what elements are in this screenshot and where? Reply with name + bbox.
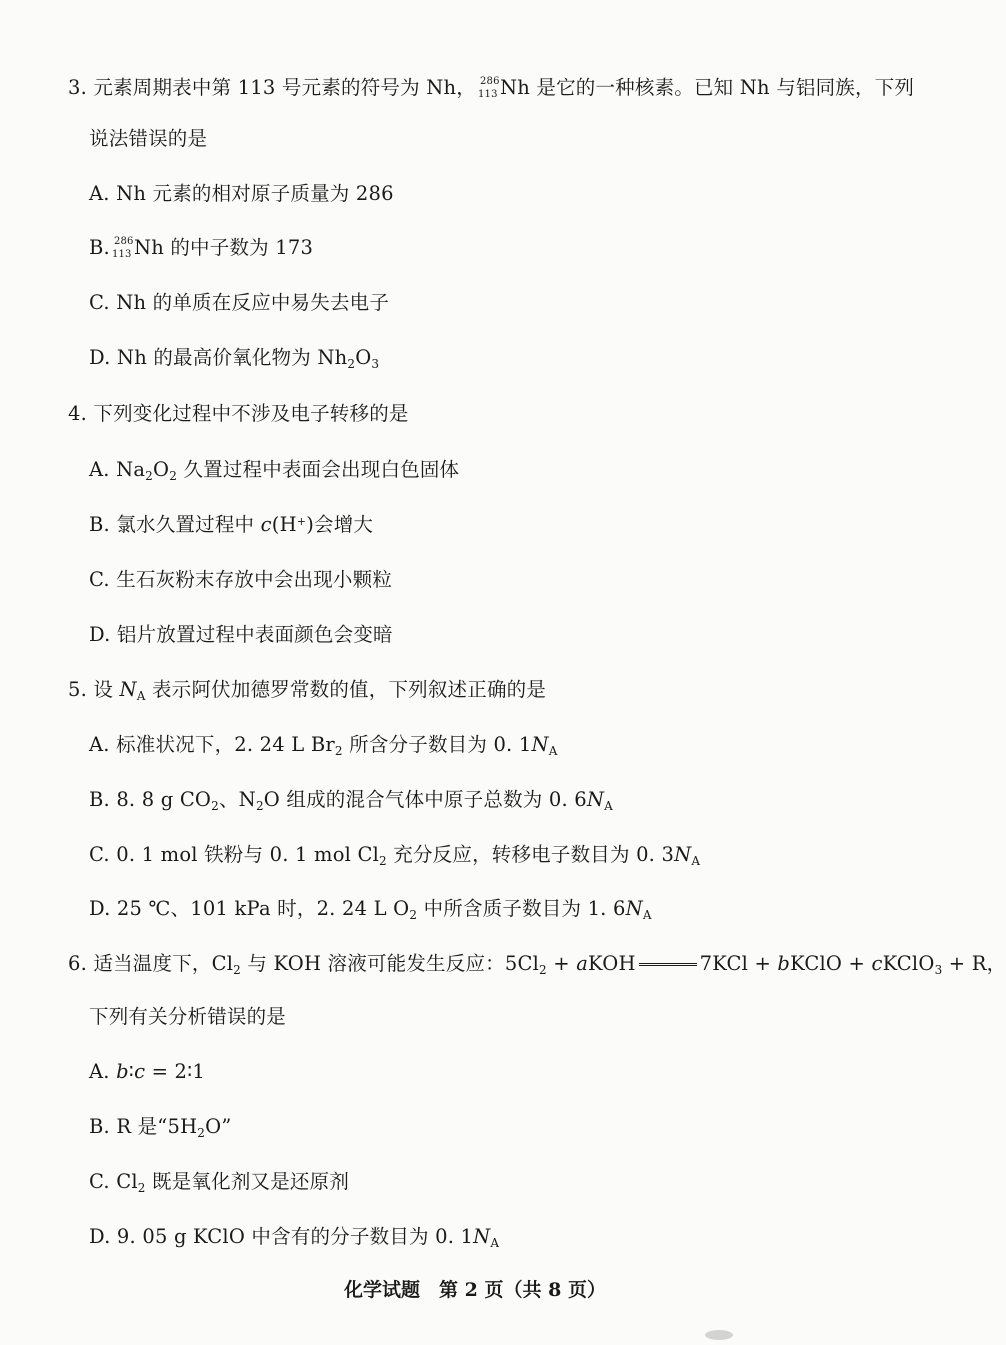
q4-option-b-text: B. 氯水久置过程中 [89, 513, 261, 536]
q3-stem [68, 76, 914, 101]
subscript: 3 [371, 357, 380, 371]
avogadro-symbol: N [531, 733, 549, 756]
koh-formula: KOH [588, 952, 636, 975]
q4-option-b [89, 513, 373, 537]
q3-option-c: C. Nh 的单质在反应中易失去电子 [89, 291, 390, 314]
q5-option-a-rest: 所含分子数目为 0. 1 [342, 733, 532, 756]
q5-option-d [89, 897, 652, 921]
q4-option-a-o: O [153, 458, 170, 481]
q6-option-a-prefix: A. [89, 1060, 117, 1083]
coefficient-c: c [871, 952, 883, 975]
q3-nuclide-mass: 286 [479, 75, 500, 87]
avogadro-symbol: N [625, 897, 643, 920]
q5-option-c-text: C. 0. 1 mol 铁粉与 0. 1 mol Cl [89, 843, 380, 866]
q5-option-c-rest: 充分反应，转移电子数目为 0. 3 [386, 843, 675, 866]
q6-stem [68, 952, 1006, 976]
q6-option-d [89, 1225, 499, 1249]
subscript: 2 [197, 1126, 206, 1140]
subscript: 2 [169, 469, 178, 483]
q6-option-b-rest: O” [205, 1115, 232, 1138]
q6-option-d-text: D. 9. 05 g KClO 中含有的分子数目为 0. 1 [89, 1225, 474, 1248]
q4-option-b-h: (H [271, 513, 297, 536]
q5-option-d-rest: 中所含质子数目为 1. 6 [417, 897, 626, 920]
q3-stem-line2: 说法错误的是 [89, 127, 208, 150]
q5-option-a [89, 733, 558, 757]
plus-sign: + [546, 952, 577, 975]
avogadro-symbol: N [586, 788, 605, 811]
q5-option-a-text: A. 标准状况下，2. 24 L Br [89, 733, 335, 756]
subscript: 2 [211, 799, 219, 813]
q5-option-b-text: B. 8. 8 g CO [89, 788, 212, 811]
q6-option-a-value: = 2∶1 [145, 1060, 206, 1083]
superscript: + [296, 515, 307, 528]
subscript: 2 [409, 908, 418, 922]
kcl-term: 7KCl + [699, 952, 778, 975]
q3-option-b-nuclide [110, 237, 134, 261]
q5-stem-text-2: 表示阿伏加德罗常数的值，下列叙述正确的是 [145, 678, 547, 701]
q6-option-b-text: B. R 是“5H [89, 1115, 198, 1138]
q4-option-b-rest: )会增大 [306, 513, 374, 536]
subscript: A [642, 908, 652, 922]
q6-stem-text-2: 与 KOH 溶液可能发生反应：5Cl [241, 952, 540, 975]
coefficient-c: c [134, 1060, 146, 1083]
q5-option-b-n: 、N [218, 788, 256, 811]
coefficient-b: b [777, 952, 791, 975]
coefficient-b: b [116, 1060, 129, 1083]
q3-option-b-z: 113 [111, 248, 132, 260]
q3-nuclide-symbol [476, 77, 500, 101]
subscript: 2 [379, 854, 387, 868]
q6-stem-text-1: 6. 适当温度下，Cl [68, 952, 234, 975]
q6-option-c [89, 1170, 349, 1194]
q6-option-c-rest: 既是氧化剂又是还原剂 [145, 1170, 350, 1193]
subscript: A [604, 799, 614, 813]
q5-option-c [89, 843, 700, 867]
q6-stem-line2: 下列有关分析错误的是 [89, 1005, 287, 1028]
q4-option-c: C. 生石灰粉末存放中会出现小颗粒 [89, 568, 393, 591]
reaction-equals-sign [639, 963, 697, 966]
q3-option-b-prefix: B. [89, 236, 110, 259]
q5-stem [68, 678, 546, 702]
subscript: A [548, 744, 558, 758]
q4-option-d: D. 铝片放置过程中表面颜色会变暗 [89, 623, 393, 646]
q5-option-b-rest: O 组成的混合气体中原子总数为 0. 6 [263, 788, 587, 811]
q6-option-c-text: C. Cl [89, 1170, 138, 1193]
q4-stem: 4. 下列变化过程中不涉及电子转移的是 [68, 402, 409, 425]
q6-option-a [89, 1060, 205, 1084]
q3-option-b [89, 236, 313, 261]
kclo3-term: KClO [882, 952, 935, 975]
subscript: A [490, 1236, 500, 1250]
q3-nuclide-z: 113 [477, 88, 498, 100]
avogadro-symbol: N [473, 1225, 491, 1248]
q3-option-d-text: D. Nh 的最高价氧化物为 Nh [89, 346, 348, 369]
subscript: 2 [145, 469, 154, 483]
q6-option-b [89, 1115, 232, 1139]
ratio-colon: ∶ [128, 1060, 135, 1083]
page-footer: 化学试题 第 2 页（共 8 页） [344, 1279, 606, 1301]
r-term: + R， [942, 952, 1006, 975]
q5-option-b [89, 788, 613, 812]
subscript: 3 [934, 963, 943, 977]
q4-option-a [89, 458, 459, 482]
q3-stem-text-2: Nh 是它的一种核素。已知 Nh 与铝同族，下列 [499, 76, 915, 99]
subscript: 2 [347, 357, 356, 371]
scan-smudge [705, 1330, 733, 1340]
q3-option-b-mass: 286 [113, 235, 134, 247]
q4-option-a-rest: 久置过程中表面会出现白色固体 [177, 458, 460, 481]
subscript: A [136, 689, 146, 703]
concentration-symbol: c [260, 513, 272, 536]
q3-option-a: A. Nh 元素的相对原子质量为 286 [89, 182, 394, 205]
subscript: 2 [539, 963, 547, 977]
avogadro-symbol: N [674, 843, 692, 866]
kclo-term: KClO + [790, 952, 872, 975]
coefficient-a: a [576, 952, 589, 975]
q4-option-a-text: A. Na [89, 458, 146, 481]
subscript: 2 [137, 1181, 146, 1195]
q3-option-d [89, 346, 379, 370]
q5-stem-text-1: 5. 设 [68, 678, 120, 701]
q3-option-d-o: O [355, 346, 372, 369]
q3-option-b-text: Nh 的中子数为 173 [133, 236, 314, 259]
q5-option-d-text: D. 25 ℃、101 kPa 时，2. 24 L O [89, 897, 410, 920]
subscript: 2 [334, 744, 343, 758]
q3-stem-text-1: 3. 元素周期表中第 113 号元素的符号为 Nh， [68, 76, 476, 99]
subscript: A [691, 854, 701, 868]
subscript: 2 [233, 963, 242, 977]
subscript: 2 [255, 799, 264, 813]
avogadro-symbol: N [119, 678, 137, 701]
